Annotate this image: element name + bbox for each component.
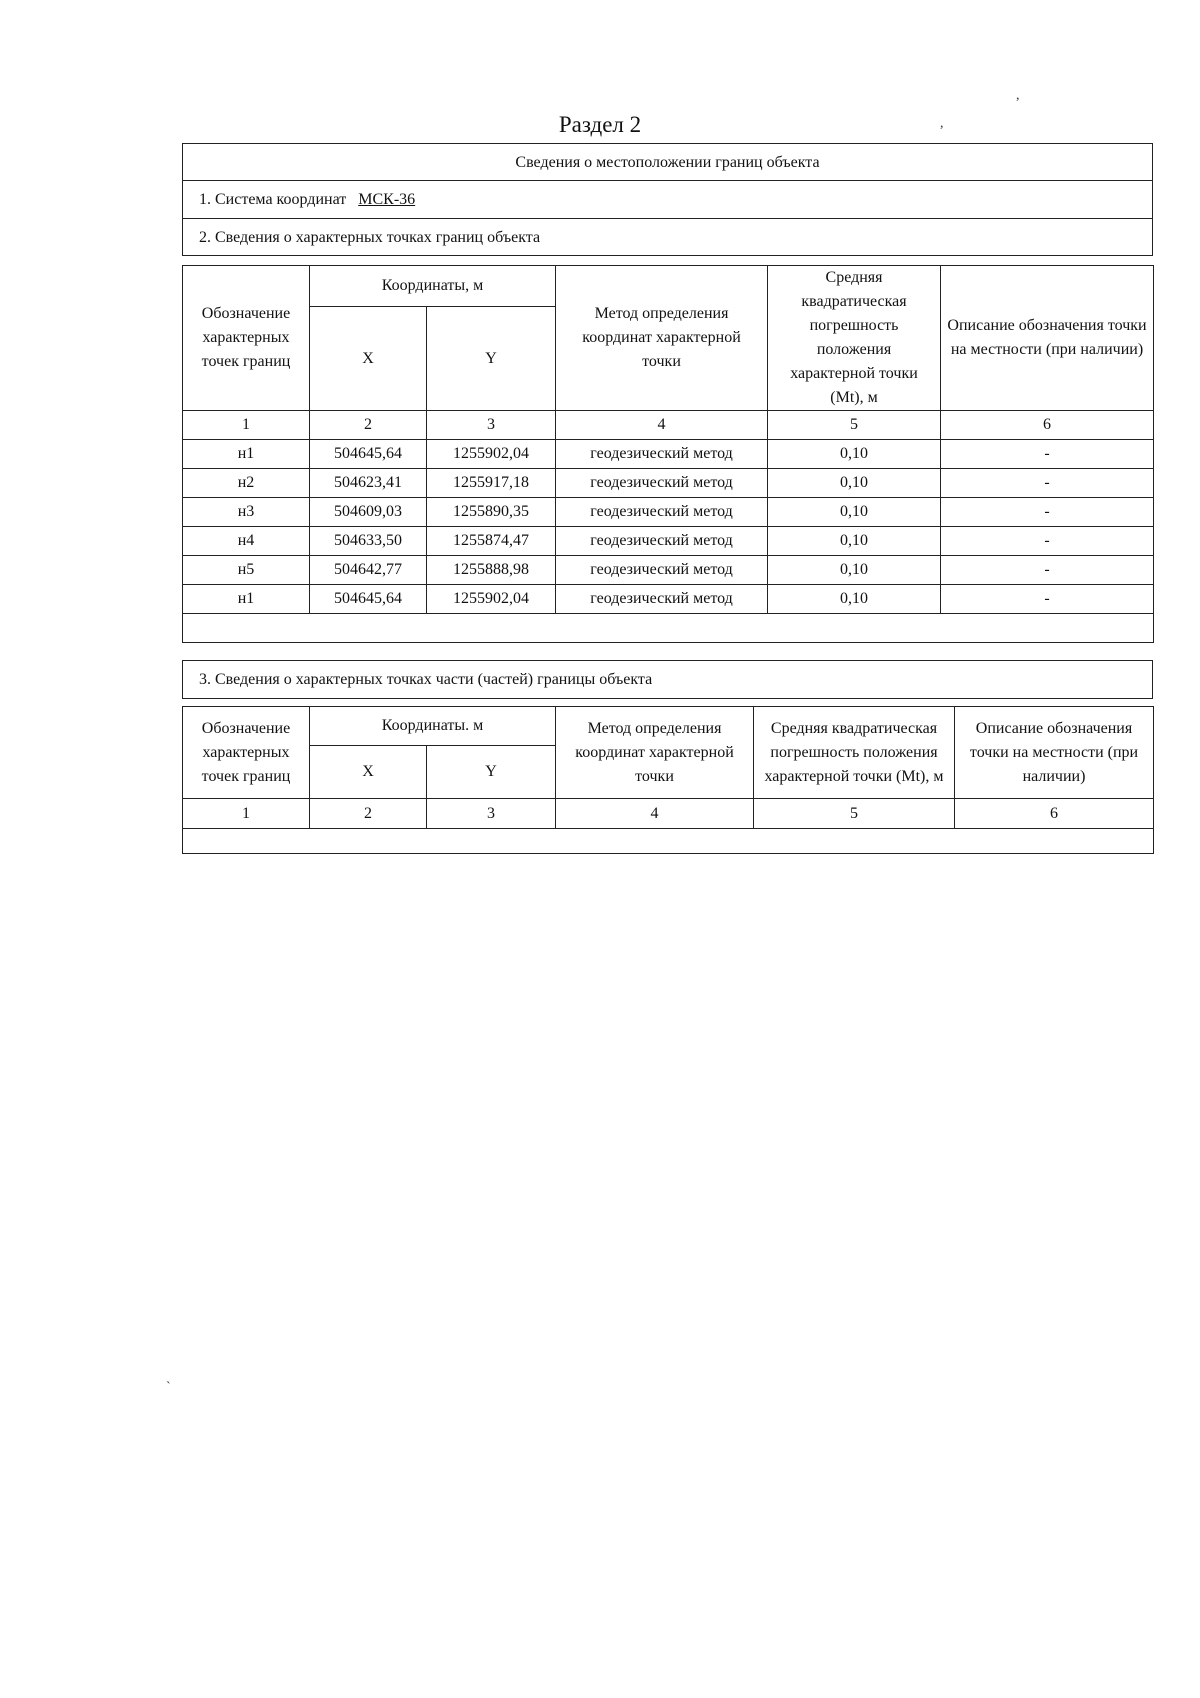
part-points-label: 3. Сведения о характерных точках части (частей) границы объекта <box>199 671 653 688</box>
scan-mark: ` <box>166 1380 171 1395</box>
scan-mark: , <box>1016 88 1020 103</box>
header-point: Обозначение характерных точек границ <box>183 707 310 799</box>
point-cell: н4 <box>183 527 310 556</box>
point-cell: н3 <box>183 498 310 527</box>
empty-cell <box>183 614 1154 643</box>
y-cell: 1255874,47 <box>427 527 556 556</box>
header-coords: Координаты, м <box>310 266 556 307</box>
header-x: X <box>310 307 427 411</box>
column-number: 2 <box>310 411 427 440</box>
boundary-points-table <box>182 265 1154 643</box>
y-cell: 1255888,98 <box>427 556 556 585</box>
column-number: 5 <box>768 411 941 440</box>
header-x: X <box>310 746 427 799</box>
description-cell: - <box>941 440 1154 469</box>
description-cell: - <box>941 556 1154 585</box>
description-cell: - <box>941 498 1154 527</box>
error-cell: 0,10 <box>768 440 941 469</box>
header-error: Средняя квадратическая погрешность положения характерной точки (Mt), м <box>768 266 941 411</box>
table-row <box>183 440 1154 469</box>
description-cell: - <box>941 469 1154 498</box>
table-row <box>183 498 1154 527</box>
error-cell: 0,10 <box>768 469 941 498</box>
method-cell: геодезический метод <box>556 440 768 469</box>
x-cell: 504642,77 <box>310 556 427 585</box>
scan-mark: , <box>940 116 944 131</box>
column-numbers-row <box>183 411 1154 440</box>
description-cell: - <box>941 527 1154 556</box>
x-cell: 504609,03 <box>310 498 427 527</box>
header-method: Метод определения координат характерной точки <box>556 707 754 799</box>
method-cell: геодезический метод <box>556 556 768 585</box>
x-cell: 504623,41 <box>310 469 427 498</box>
column-number: 3 <box>427 799 556 829</box>
table-row <box>183 556 1154 585</box>
point-cell: н1 <box>183 440 310 469</box>
part-points-box <box>182 660 1153 699</box>
error-cell: 0,10 <box>768 585 941 614</box>
coord-system-row <box>183 181 1152 218</box>
column-number: 5 <box>754 799 955 829</box>
column-number: 4 <box>556 411 768 440</box>
x-cell: 504645,64 <box>310 440 427 469</box>
error-cell: 0,10 <box>768 556 941 585</box>
y-cell: 1255890,35 <box>427 498 556 527</box>
table-row <box>183 469 1154 498</box>
header-coords: Координаты. м <box>310 707 556 746</box>
table-row <box>183 585 1154 614</box>
point-cell: н2 <box>183 469 310 498</box>
column-number: 6 <box>955 799 1154 829</box>
table-empty-row <box>183 829 1154 854</box>
column-number: 3 <box>427 411 556 440</box>
points-section-label: 2. Сведения о характерных точках границ объекта <box>183 218 1152 255</box>
y-cell: 1255917,18 <box>427 469 556 498</box>
boundary-info-box <box>182 143 1153 256</box>
section-title: Раздел 2 <box>558 112 642 137</box>
column-number: 6 <box>941 411 1154 440</box>
table-empty-row <box>183 614 1154 643</box>
table-row <box>183 527 1154 556</box>
header-point: Обозначение характерных точек границ <box>183 266 310 411</box>
header-y: Y <box>427 746 556 799</box>
coord-system-value: МСК-36 <box>358 191 416 208</box>
table-header-row <box>183 707 1154 746</box>
description-cell: - <box>941 585 1154 614</box>
method-cell: геодезический метод <box>556 527 768 556</box>
part-points-table <box>182 706 1154 854</box>
y-cell: 1255902,04 <box>427 585 556 614</box>
x-cell: 504645,64 <box>310 585 427 614</box>
y-cell: 1255902,04 <box>427 440 556 469</box>
error-cell: 0,10 <box>768 498 941 527</box>
header-error: Средняя квадратическая погрешность положения характерной точки (Mt), м <box>754 707 955 799</box>
x-cell: 504633,50 <box>310 527 427 556</box>
point-cell: н5 <box>183 556 310 585</box>
boundary-info-header: Сведения о местоположении границ объекта <box>183 144 1152 181</box>
table-header-row <box>183 266 1154 307</box>
header-description: Описание обозначения точки на местности (при наличии) <box>941 266 1154 411</box>
empty-cell <box>183 829 1154 854</box>
column-number: 1 <box>183 411 310 440</box>
error-cell: 0,10 <box>768 527 941 556</box>
column-number: 4 <box>556 799 754 829</box>
header-method: Метод определения координат характерной точки <box>556 266 768 411</box>
column-number: 2 <box>310 799 427 829</box>
header-description: Описание обозначения точки на местности (при наличии) <box>955 707 1154 799</box>
header-y: Y <box>427 307 556 411</box>
coord-system-label: 1. Система координат <box>199 191 347 208</box>
point-cell: н1 <box>183 585 310 614</box>
method-cell: геодезический метод <box>556 585 768 614</box>
method-cell: геодезический метод <box>556 469 768 498</box>
method-cell: геодезический метод <box>556 498 768 527</box>
column-numbers-row <box>183 799 1154 829</box>
column-number: 1 <box>183 799 310 829</box>
